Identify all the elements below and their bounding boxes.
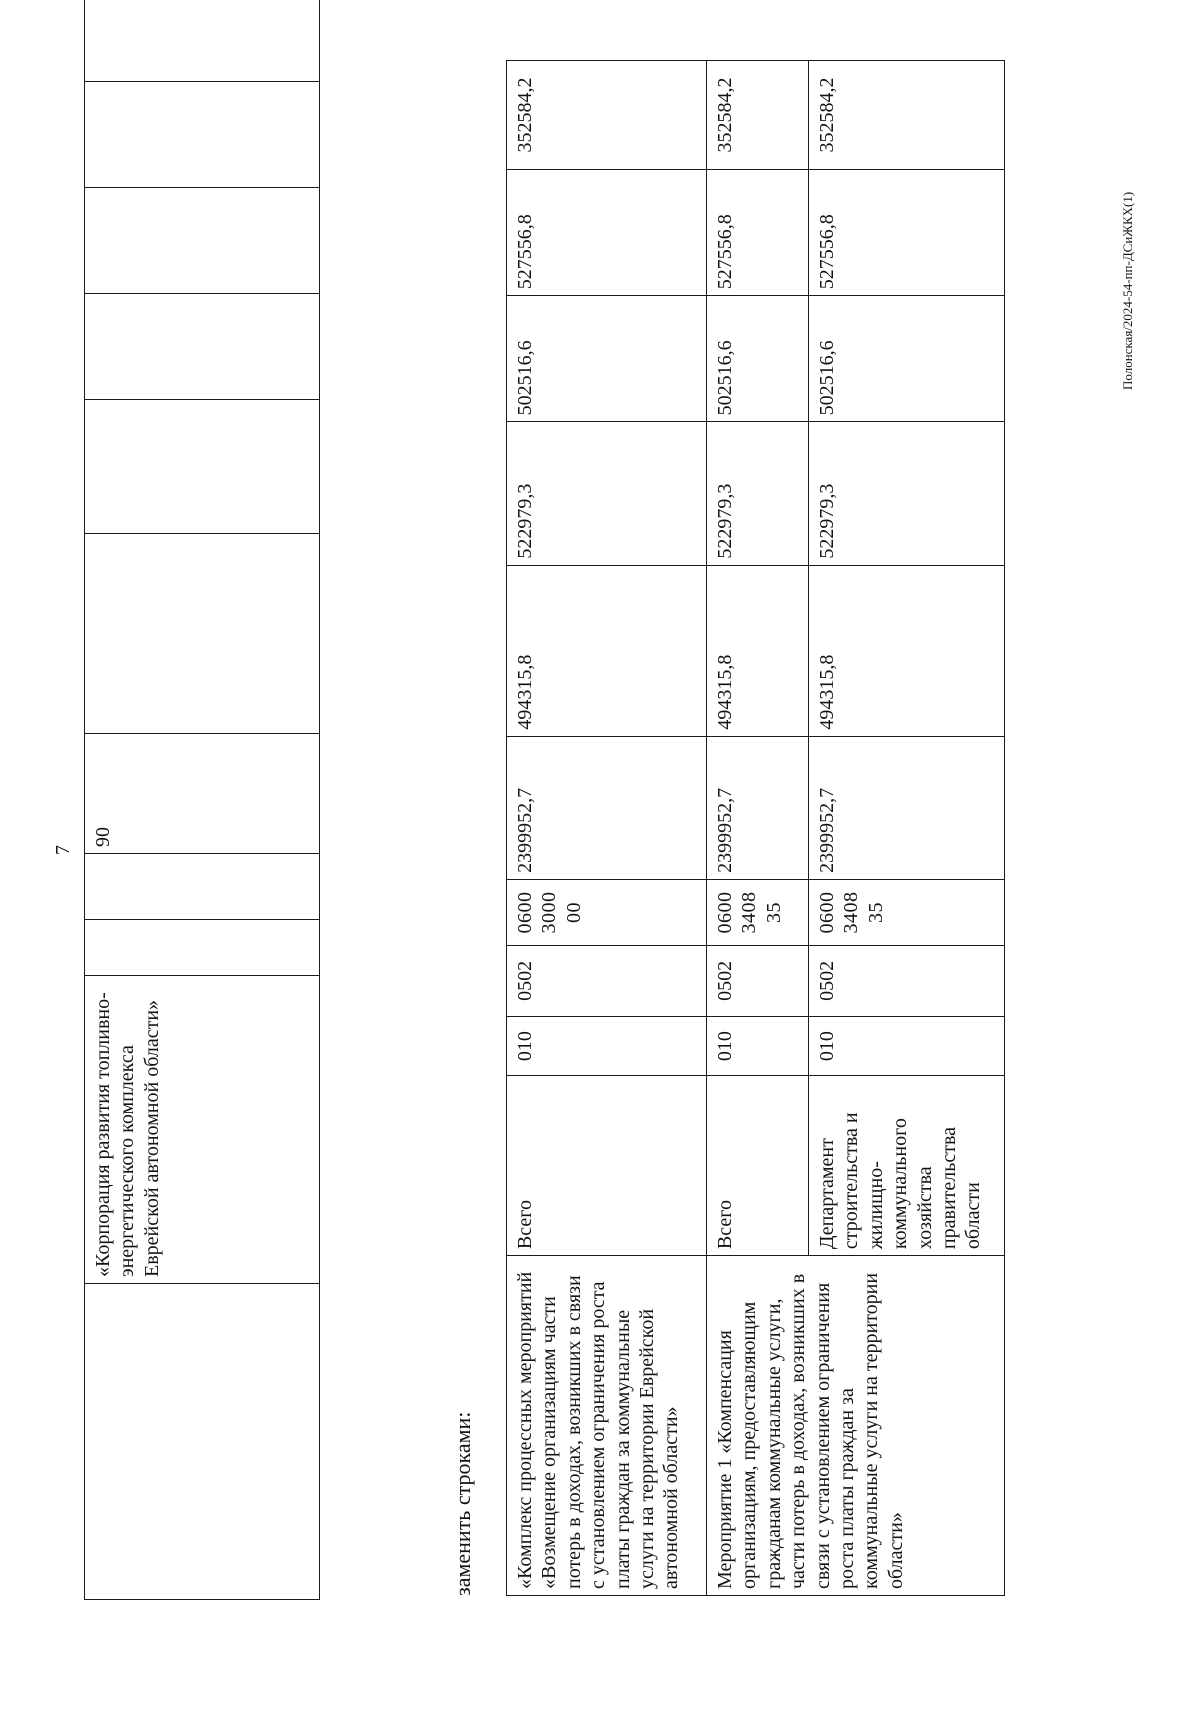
top-y2026-cell: [85, 188, 320, 294]
main-table: [506, 60, 1005, 1596]
total-cell: 2399952,7: [707, 736, 809, 879]
rzpr-cell: 0502: [507, 946, 707, 1017]
document-footer-code: Полонская/2024-54-пп-ДСиЖКХ(1): [1120, 191, 1135, 390]
top-y2028-cell: [85, 0, 320, 82]
csr-cell: 0600 3000 00: [507, 879, 707, 945]
y2028-cell: 352584,2: [507, 61, 707, 170]
y2024-cell: 494315,8: [809, 565, 1005, 736]
top-y2027-cell: [85, 82, 320, 188]
grbs-cell: 010: [707, 1016, 809, 1076]
grbs-cell: 010: [809, 1016, 1005, 1076]
page-number: 7: [52, 845, 74, 855]
csr-cell: 0600 3408 35: [809, 879, 1005, 945]
top-total-cell: [85, 534, 320, 734]
y2025-cell: 522979,3: [707, 422, 809, 565]
total-cell: 2399952,7: [507, 736, 707, 879]
rzpr-cell: 0502: [707, 946, 809, 1017]
row-name-cell: Мероприятие 1 «Компенсация организациям, предоставляющим гражданам коммунальные услуги, части потерь в доходах, возникших в связи с установлением ограничения роста платы граждан за коммунальные услуги на территории области»: [707, 1256, 1005, 1596]
y2026-cell: 502516,6: [809, 296, 1005, 422]
y2026-cell: 502516,6: [707, 296, 809, 422]
top-rzpr-cell: [85, 854, 320, 920]
y2028-cell: 352584,2: [707, 61, 809, 170]
y2027-cell: 527556,8: [809, 170, 1005, 296]
top-table: [84, 0, 320, 1600]
top-empty-name-cell: [85, 1284, 320, 1600]
grbs-cell: 010: [507, 1016, 707, 1076]
executor-cell: Департамент строительства и жилищно-коммунального хозяйства правительства области: [809, 1076, 1005, 1256]
total-cell: 2399952,7: [809, 736, 1005, 879]
y2025-cell: 522979,3: [809, 422, 1005, 565]
y2027-cell: 527556,8: [707, 170, 809, 296]
y2025-cell: 522979,3: [507, 422, 707, 565]
y2026-cell: 502516,6: [507, 296, 707, 422]
executor-cell: Всего: [507, 1076, 707, 1256]
replace-label: заменить строками:: [450, 1411, 475, 1596]
csr-cell: 0600 3408 35: [707, 879, 809, 945]
table-row: [707, 61, 809, 1596]
y2024-cell: 494315,8: [507, 565, 707, 736]
top-grbs-cell: [85, 920, 320, 976]
top-table-row: [85, 0, 320, 1600]
top-org-cell: «Корпорация развития топливно-энергетического комплекса Еврейской автономной области»: [85, 976, 320, 1284]
row-name-cell: «Комплекс процессных мероприятий «Возмещение организациям части потерь в доходах, возникших в связи с установлением ограничения роста платы граждан за коммунальные услуги на территории Еврейской автономной области»: [507, 1256, 707, 1596]
executor-cell: Всего: [707, 1076, 809, 1256]
top-y2025-cell: [85, 294, 320, 400]
rzpr-cell: 0502: [809, 946, 1005, 1017]
y2028-cell: 352584,2: [809, 61, 1005, 170]
y2024-cell: 494315,8: [707, 565, 809, 736]
table-row: [507, 61, 707, 1596]
y2027-cell: 527556,8: [507, 170, 707, 296]
top-csr-cell: 90: [85, 734, 320, 854]
top-y2024-cell: [85, 400, 320, 534]
